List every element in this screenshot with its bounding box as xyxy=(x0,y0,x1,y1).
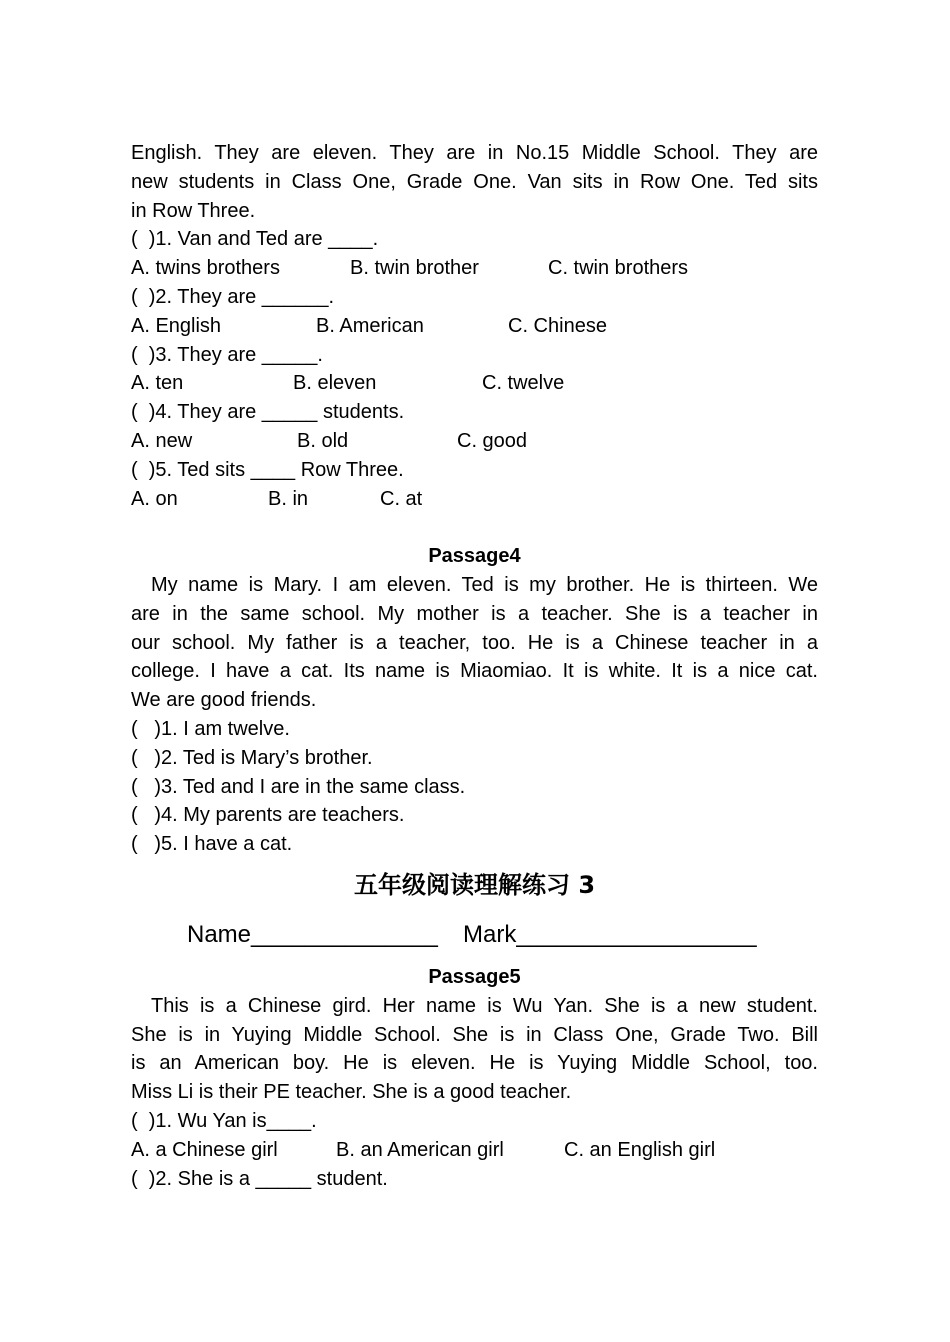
passage5-question-1: ( )1. Wu Yan is____. xyxy=(131,1109,317,1132)
passage3-line: new students in Class One, Grade One. Van sits in Row One. Ted sits xyxy=(131,170,818,193)
passage3-line: in Row Three. xyxy=(131,199,256,222)
option-b: B. eleven xyxy=(293,372,377,395)
passage4-line: are in the same school. My mother is a teacher. She is a teacher in xyxy=(131,602,818,625)
option-b: B. twin brother xyxy=(350,257,479,280)
passage5-line: She is in Yuying Middle School. She is in Class One, Grade Two. Bill xyxy=(131,1023,818,1046)
option-a: A. a Chinese girl xyxy=(131,1138,278,1161)
passage3-options-4 xyxy=(131,427,818,456)
passage4-statement-1: ( )1. I am twelve. xyxy=(131,717,290,740)
passage3-question-2: ( )2. They are ______. xyxy=(131,285,335,308)
worksheet-page xyxy=(131,139,818,1193)
passage5-text xyxy=(131,992,818,1107)
option-a: A. English xyxy=(131,314,222,337)
passage4-text xyxy=(131,571,818,715)
option-b: B. an American girl xyxy=(336,1138,504,1161)
passage4-line: college. I have a cat. Its name is Miaomiao. It is white. It is a nice cat. xyxy=(131,660,818,683)
passage3-question-4: ( )4. They are _____ students. xyxy=(131,401,405,424)
passage3-options-5 xyxy=(131,485,818,514)
option-a: A. twins brothers xyxy=(131,257,280,280)
name-field[interactable]: Name______________ xyxy=(187,920,438,948)
passage4-statement-5: ( )5. I have a cat. xyxy=(131,833,293,856)
option-c: C. twin brothers xyxy=(548,257,689,280)
passage5-title: Passage5 xyxy=(428,965,521,988)
passage3-question-1: ( )1. Van and Ted are ____. xyxy=(131,228,379,251)
option-c: C. good xyxy=(457,429,528,452)
passage5-options-1 xyxy=(131,1136,818,1165)
option-b: B. old xyxy=(297,429,349,452)
section-title: 五年级阅读理解练习 3 xyxy=(353,870,596,899)
option-c: C. Chinese xyxy=(508,314,607,337)
passage3-options-3 xyxy=(131,369,818,398)
passage3-question-5: ( )5. Ted sits ____ Row Three. xyxy=(131,458,404,481)
name-mark-row xyxy=(131,915,818,963)
passage5-question-2: ( )2. She is a _____ student. xyxy=(131,1167,388,1190)
passage5-line: This is a Chinese gird. Her name is Wu Yan. She is a new student. xyxy=(151,994,818,1017)
option-b: B. in xyxy=(268,487,309,510)
passage4-line: our school. My father is a teacher, too. He is a Chinese teacher in a xyxy=(131,631,818,654)
blank-line xyxy=(131,513,818,542)
option-b: B. American xyxy=(316,314,424,337)
option-c: C. at xyxy=(380,487,423,510)
passage3-options-2 xyxy=(131,312,818,341)
passage5-line: Miss Li is their PE teacher. She is a good teacher. xyxy=(131,1081,572,1104)
option-a: A. on xyxy=(131,487,178,510)
passage4-statement-4: ( )4. My parents are teachers. xyxy=(131,804,405,827)
mark-field[interactable]: Mark__________________ xyxy=(463,920,757,948)
passage4-line: We are good friends. xyxy=(131,689,317,712)
option-c: C. twelve xyxy=(482,372,565,395)
option-c: C. an English girl xyxy=(564,1138,716,1161)
passage3-options-1 xyxy=(131,254,818,283)
passage3-question-3: ( )3. They are _____. xyxy=(131,343,323,366)
passage4-title: Passage4 xyxy=(428,545,521,568)
passage4-statement-2: ( )2. Ted is Mary’s brother. xyxy=(131,746,373,769)
passage4-line: My name is Mary. I am eleven. Ted is my brother. He is thirteen. We xyxy=(151,573,818,596)
passage3-text xyxy=(131,139,818,225)
passage5-line: is an American boy. He is eleven. He is Yuying Middle School, too. xyxy=(131,1052,818,1075)
option-a: A. new xyxy=(131,429,193,452)
passage4-statement-3: ( )3. Ted and I are in the same class. xyxy=(131,775,466,798)
passage3-line: English. They are eleven. They are in No.15 Middle School. They are xyxy=(131,142,818,164)
option-a: A. ten xyxy=(131,372,184,395)
